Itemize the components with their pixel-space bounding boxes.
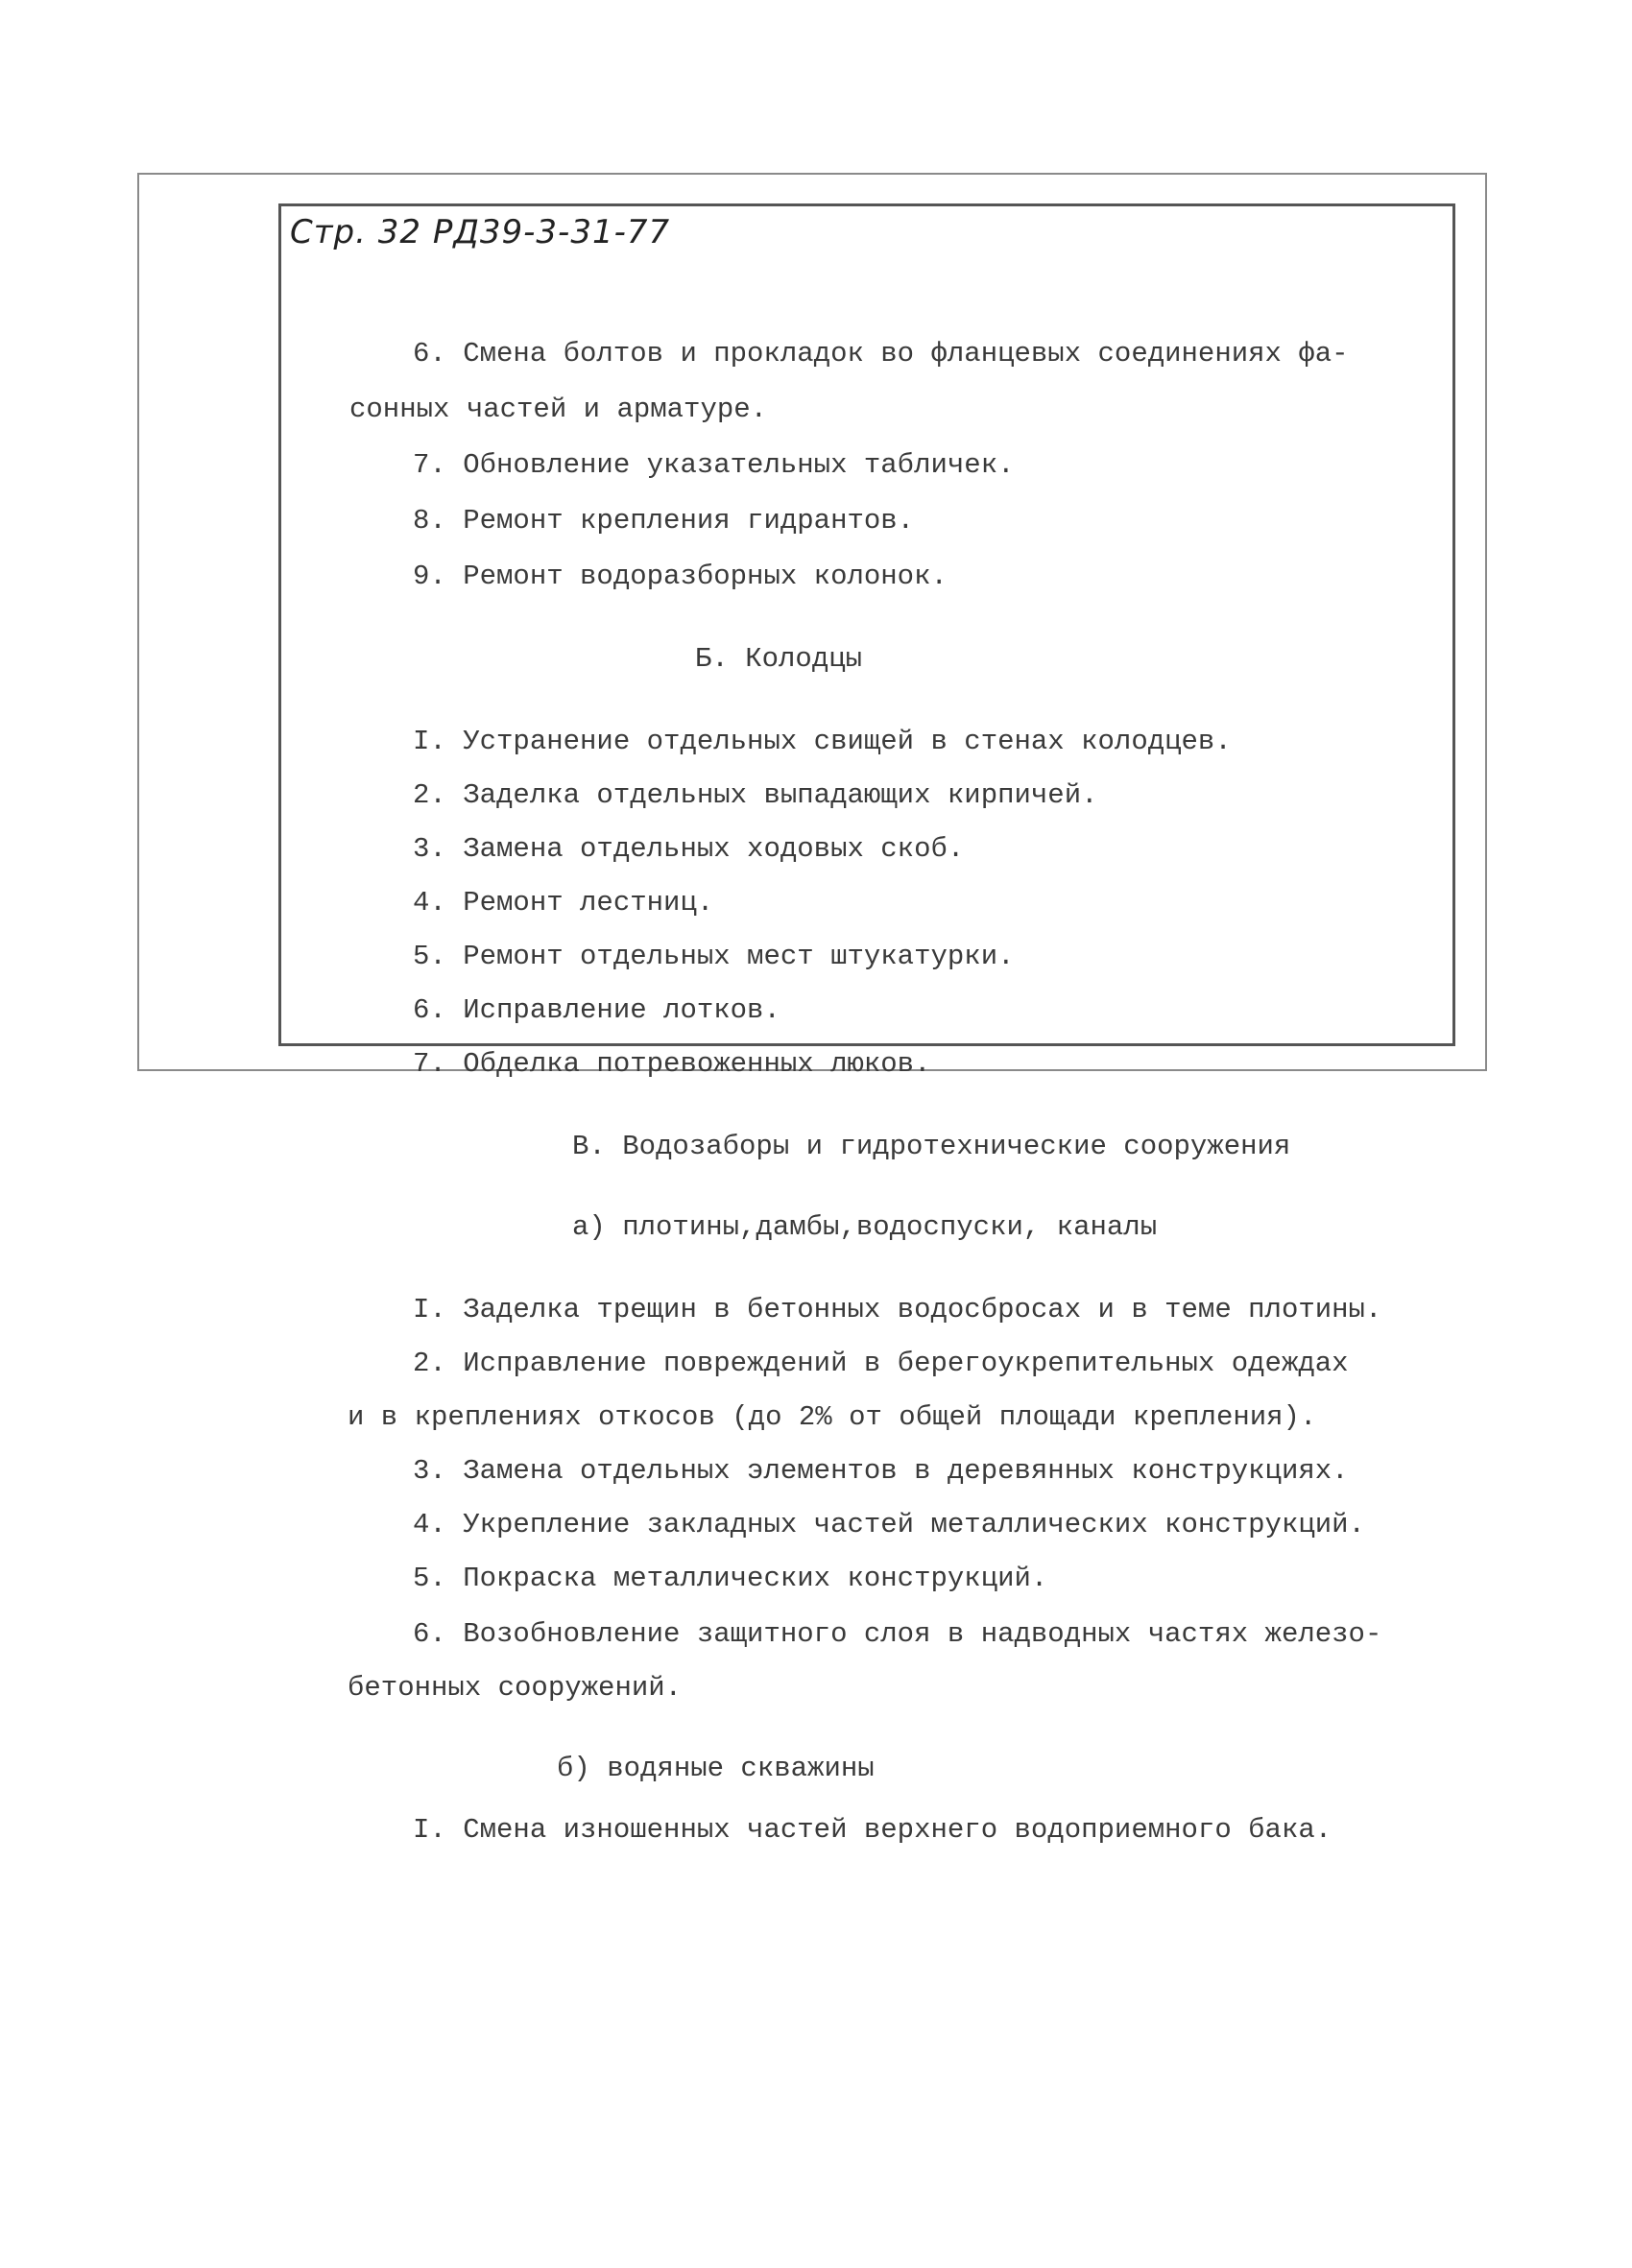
subsection-b-title: б) водяные скважины [557, 1753, 875, 1784]
item-b1: I. Устранение отдельных свищей в стенах колодцев. [413, 726, 1232, 757]
subsection-a-title: а) плотины,дамбы,водоспуски, каналы [572, 1211, 1158, 1243]
item-v2-line1: 2. Исправление повреждений в берегоукрепительных одеждах [413, 1348, 1349, 1379]
item-v3: 3. Замена отдельных элементов в деревянных конструкциях. [413, 1455, 1349, 1487]
inner-frame [278, 203, 1455, 1046]
item-b3: 3. Замена отдельных ходовых скоб. [413, 833, 965, 865]
item-b7: 7. Обделка потревоженных люков. [413, 1048, 931, 1080]
item-a7: 7. Обновление указательных табличек. [413, 449, 1015, 481]
item-a6-line1: 6. Смена болтов и прокладок во фланцевых соединениях фа- [413, 338, 1349, 370]
section-v-title: В. Водозаборы и гидротехнические сооружения [572, 1131, 1291, 1162]
item-b6: 6. Исправление лотков. [413, 994, 780, 1026]
item-a6-line2: сонных частей и арматуре. [349, 394, 768, 425]
page-header: Стр. 32 РД39-3-31-77 [290, 213, 671, 251]
item-b2: 2. Заделка отдельных выпадающих кирпичей. [413, 779, 1098, 811]
item-v5: 5. Покраска металлических конструкций. [413, 1563, 1048, 1594]
item-vb1: I. Смена изношенных частей верхнего водоприемного бака. [413, 1814, 1332, 1846]
item-v6-line1: 6. Возобновление защитного слоя в надводных частях железо- [413, 1618, 1382, 1650]
item-a9: 9. Ремонт водоразборных колонок. [413, 561, 948, 592]
item-b5: 5. Ремонт отдельных мест штукатурки. [413, 941, 1015, 972]
item-v4: 4. Укрепление закладных частей металлических конструкций. [413, 1509, 1365, 1540]
item-b4: 4. Ремонт лестниц. [413, 887, 714, 919]
item-v6-line2: бетонных сооружений. [348, 1672, 683, 1704]
item-v2-line2: и в креплениях откосов (до 2% от общей площади крепления). [348, 1401, 1317, 1433]
item-v1: I. Заделка трещин в бетонных водосбросах и в теме плотины. [413, 1294, 1382, 1325]
item-a8: 8. Ремонт крепления гидрантов. [413, 505, 915, 537]
section-b-title: Б. Колодцы [695, 643, 863, 675]
